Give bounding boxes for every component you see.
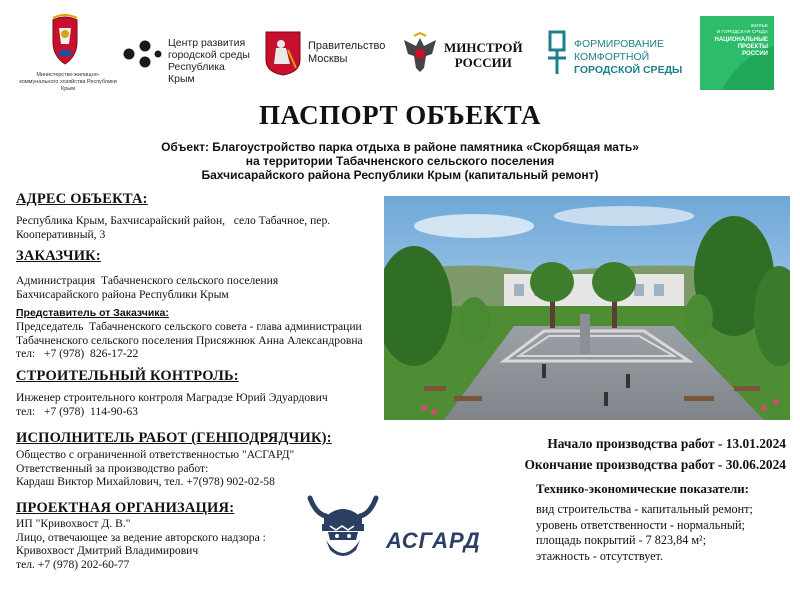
moscow-coat-of-arms-icon: [264, 30, 302, 76]
tech-line-3: площадь покрытий - 7 823,84 м²;: [536, 533, 707, 547]
object-line-2: на территории Табачненского сельского поселения: [245, 154, 555, 168]
national-line-1: ЖИЛЬЕ: [750, 24, 768, 29]
park-render-illustration: [384, 196, 790, 420]
contractor-text: [16, 448, 376, 489]
center-line-3: Республика Крым: [168, 61, 225, 85]
customer-line-2: Бахчисарайского района Республики Крым: [16, 287, 229, 301]
minstroy-line-1: МИНСТРОЙ: [444, 40, 523, 55]
asgard-wordmark: АСГАРД: [386, 528, 481, 553]
logo-moscow-government: [262, 30, 392, 78]
logo-center-development: [122, 36, 252, 85]
national-line-3: НАЦИОНАЛЬНЫЕ: [714, 37, 768, 43]
rep-line-2: Табачненского сельского поселения Присяжнюк Анна Александровна: [16, 333, 363, 347]
contractor-heading: ИСПОЛНИТЕЛЬ РАБОТ (ГЕНПОДРЯДЧИК):: [16, 430, 332, 446]
design-heading: ПРОЕКТНАЯ ОРГАНИЗАЦИЯ:: [16, 500, 235, 516]
page-title: ПАСПОРТ ОБЪЕКТА: [259, 100, 541, 130]
logo-comfort-urban: [544, 28, 684, 78]
customer-heading: ЗАКАЗЧИК:: [16, 248, 101, 264]
rep-line-3: тел: +7 (978) 826-17-22: [16, 347, 139, 360]
address-text: [16, 214, 366, 241]
nodes-icon: [122, 39, 162, 69]
object-description: [0, 140, 800, 182]
object-line-1: Объект: Благоустройство парка отдыха в районе памятника «Скорбящая мать»: [161, 140, 639, 154]
tech-indicators: [536, 502, 796, 564]
design-line-3: Кривохвост Дмитрий Владимирович: [16, 544, 199, 557]
contractor-line-1: Общество с ограниченной ответственностью "АСГАРД": [16, 448, 295, 461]
tech-line-4: этажность - отсутствует.: [536, 548, 663, 563]
national-line-2: И ГОРОДСКАЯ СРЕДА: [716, 29, 768, 35]
control-text: [16, 391, 376, 418]
customer-rep-text: [16, 320, 386, 361]
double-eagle-icon: [400, 32, 440, 74]
address-heading: АДРЕС ОБЪЕКТА:: [16, 191, 148, 207]
national-line-4: ПРОЕКТЫ: [737, 44, 768, 50]
address-line-2: Кооперативный, 3: [16, 227, 106, 241]
customer-text: [16, 274, 376, 301]
crimea-emblem-icon: [45, 14, 85, 66]
contractor-line-3: Кардаш Виктор Михайлович, тел. +7(978) 902-02-58: [16, 475, 275, 488]
center-line-2: городской среды: [168, 49, 250, 61]
customer-line-1: Администрация Табачненского сельского поселения: [16, 274, 279, 287]
design-line-4: тел. +7 (978) 202-60-77: [16, 557, 130, 571]
rep-line-1: Председатель Табачненского сельского совета - глава администрации: [16, 320, 362, 333]
design-line-2: Лицо, отвечающее за ведение авторского надзора :: [16, 530, 266, 544]
comfort-line-2: КОМФОРТНОЙ: [574, 51, 650, 63]
national-line-5: РОССИИ: [742, 51, 768, 57]
park-render-image: [384, 196, 790, 420]
logo-national-projects: [700, 16, 774, 90]
contractor-line-2: Ответственный за производство работ:: [16, 461, 209, 475]
works-start-date: Начало производства работ - 13.01.2024: [547, 436, 786, 451]
customer-rep-heading: Представитель от Заказчика:: [16, 307, 169, 319]
viking-head-icon: [306, 494, 380, 562]
object-line-3: Бахчисарайского района Республики Крым (капитальный ремонт): [201, 168, 599, 182]
center-line-1: Центр развития: [168, 37, 246, 49]
tech-line-2: уровень ответственности - нормальный;: [536, 517, 745, 532]
tech-indicators-heading: Технико-экономические показатели:: [536, 482, 749, 496]
logo-crimea: [18, 14, 118, 94]
design-line-1: ИП "Кривохвост Д. В.": [16, 517, 131, 530]
control-line-1: Инженер строительного контроля Маградзе Юрий Эдуардович: [16, 391, 328, 404]
address-line-1: Республика Крым, Бахчисарайский район, село Табачное, пер.: [16, 214, 331, 227]
crimea-caption: Министерство жилищно-коммунального хозяйства Республики Крым: [19, 72, 117, 92]
design-text: [16, 517, 316, 571]
asgard-logo: [306, 494, 506, 564]
works-end-date: Окончание производства работ - 30.06.2024: [524, 457, 786, 472]
moscow-line-1: Правительство: [308, 40, 386, 52]
control-line-2: тел: +7 (978) 114-90-63: [16, 404, 138, 418]
comfort-line-3: ГОРОДСКОЙ СРЕДЫ: [574, 64, 683, 76]
tech-line-1: вид строительства - капитальный ремонт;: [536, 502, 753, 516]
control-heading: СТРОИТЕЛЬНЫЙ КОНТРОЛЬ:: [16, 368, 239, 384]
moscow-line-2: Москвы: [308, 53, 348, 65]
comfort-urban-icon: [544, 28, 570, 76]
logo-minstroy: [400, 32, 530, 76]
comfort-line-1: ФОРМИРОВАНИЕ: [574, 38, 665, 50]
minstroy-line-2: РОССИИ: [454, 55, 512, 70]
